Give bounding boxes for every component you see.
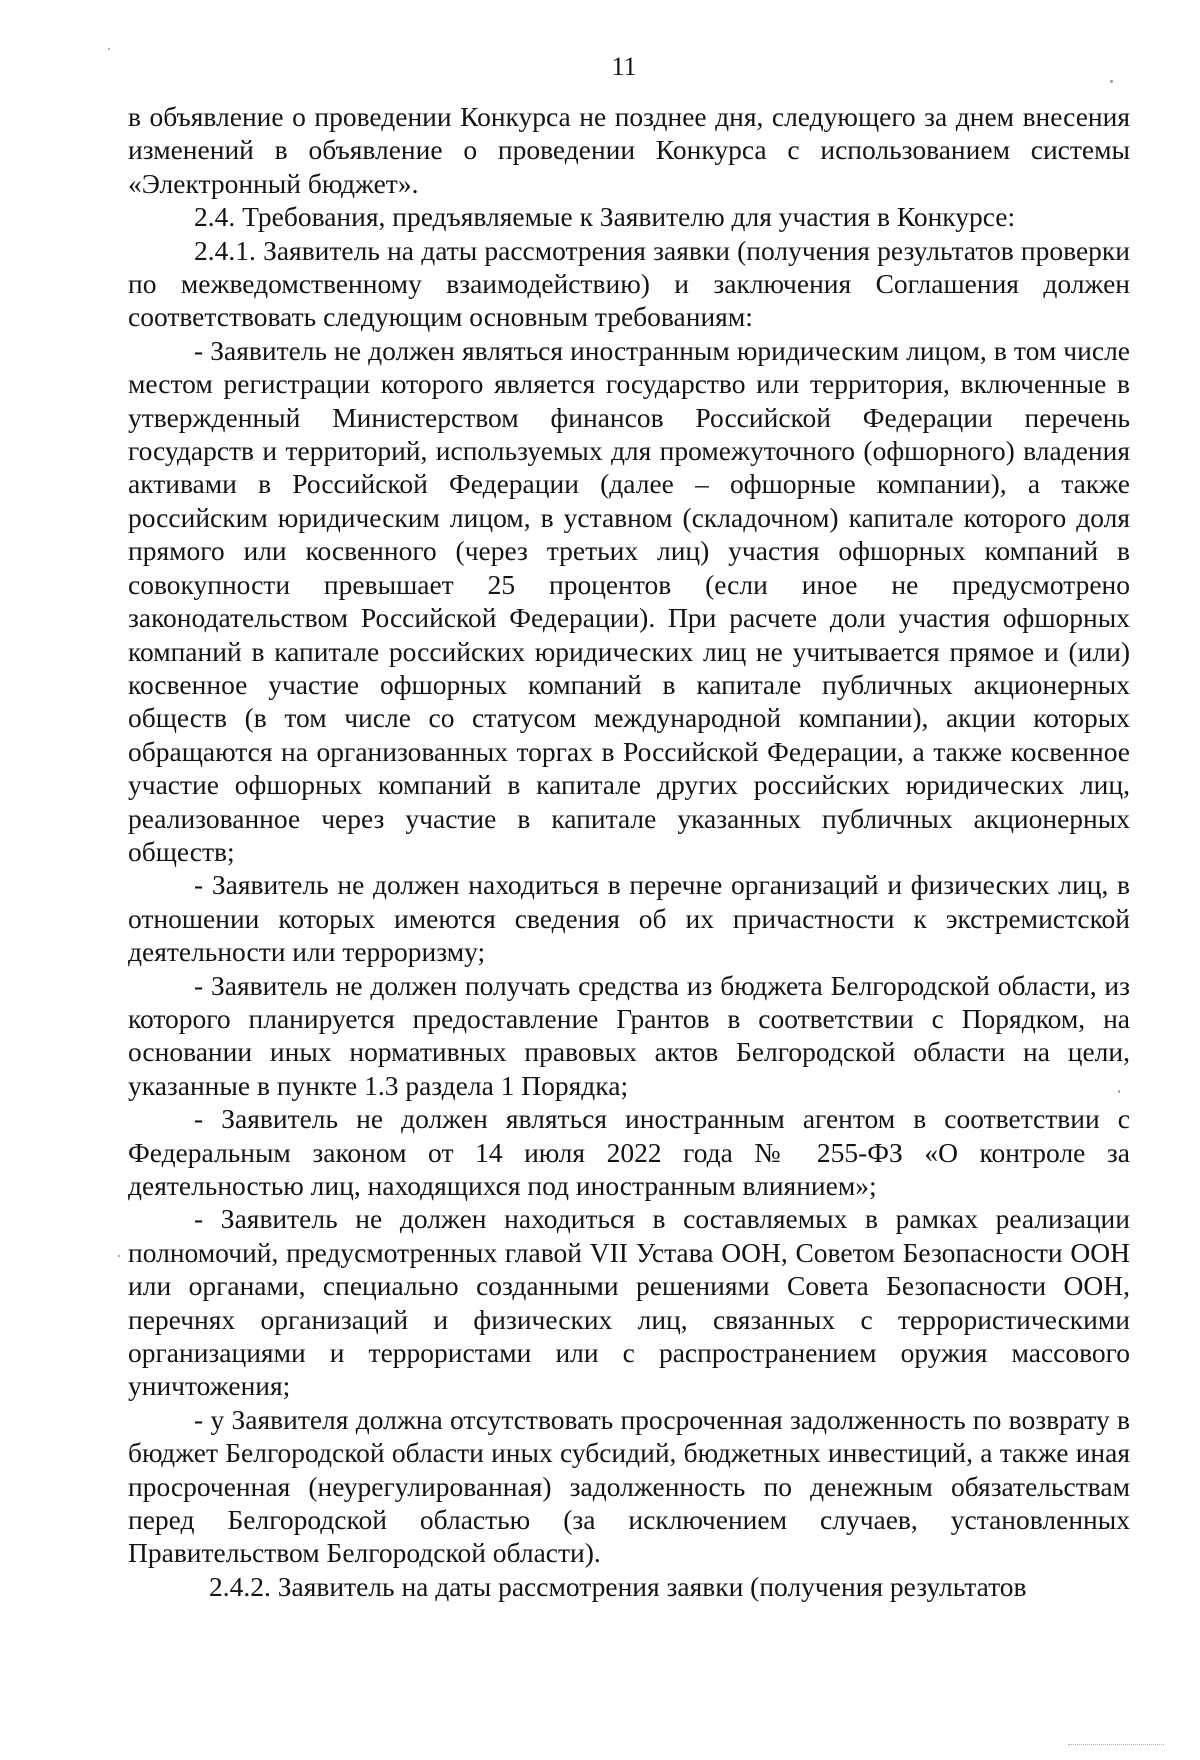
paragraph-requirement-debt: - у Заявителя должна отсутствовать просроченная задолженность по возврату в бюджет Белгородской области иных субсидий, бюджетных инвестиций, а также иная просроченная (неурегулированная) задолженность по денежным обязательствам перед Белгородской областью (за исключением случаев, установленных Правительством Белгородской области). xyxy=(128,1403,1130,1569)
document-body xyxy=(128,100,1130,1603)
paragraph-section-2-4-2: 2.4.2. Заявитель на даты рассмотрения заявки (получения результатов xyxy=(209,1570,1027,1602)
paragraph-requirement-extremism: - Заявитель не должен находиться в перечне организаций и физических лиц, в отношении которых имеются сведения об их причастности к экстремистской деятельности или терроризму; xyxy=(128,869,1130,968)
scan-speck xyxy=(1110,80,1113,83)
paragraph-requirement-un-lists: - Заявитель не должен находиться в составляемых в рамках реализации полномочий, предусмотренных главой VII Устава ООН, Советом Безопасности ООН или органами, специально созданными решениями Совета Безопасности ООН, перечнях организаций и физических лиц, связанных с террористическими организациями и террористами или с распространением оружия массового уничтожения; xyxy=(128,1203,1130,1402)
paragraph-requirement-budget-funds: - Заявитель не должен получать средства из бюджета Белгородской области, из которого планируется предоставление Грантов в соответствии с Порядком, на основании иных нормативных правовых актов Белгородской области на цели, указанные в пункте 1.3 раздела 1 Порядка; xyxy=(128,969,1130,1101)
paragraph-continuation: в объявление о проведении Конкурса не позднее дня, следующего за днем внесения изменений в объявление о проведении Конкурса с использованием системы «Электронный бюджет». xyxy=(128,101,1130,199)
paragraph-requirement-foreign-agent: - Заявитель не должен являться иностранным агентом в соответствии с Федеральным законом от 14 июля 2022 года № 255-ФЗ «О контроле за деятельностью лиц, находящихся под иностранным влиянием»; xyxy=(128,1103,1130,1201)
paragraph-section-2-4: 2.4. Требования, предъявляемые к Заявителю для участия в Конкурсе: xyxy=(194,201,1016,233)
scan-edge-mark xyxy=(1068,1744,1164,1745)
paragraph-requirement-offshore: - Заявитель не должен являться иностранным юридическим лицом, в том числе местом регистрации которого является государство или территория, включенные в утвержденный Министерством финансов Российской Федерации перечень государств и территорий, используемых для промежуточного (офшорного) владения активами в Российской Федерации (далее – офшорные компании), а также российским юридическим лицом, в уставном (складочном) капитале которого доля прямого или косвенного (через третьих лиц) участия офшорных компаний в совокупности превышает 25 процентов (если иное не предусмотрено законодательством Российской Федерации). При расчете доли участия офшорных компаний в капитале российских юридических лиц не учитывается прямое и (или) косвенное участие офшорных компаний в капитале публичных акционерных обществ (в том числе со статусом международной компании), акции которых обращаются на организованных торгах в Российской Федерации, а также косвенное участие офшорных компаний в капитале других российских юридических лиц, реализованное через участие в капитале указанных публичных акционерных обществ; xyxy=(128,334,1130,867)
scan-speck xyxy=(1118,1090,1120,1093)
scan-speck xyxy=(108,48,110,50)
page-number: 11 xyxy=(611,52,637,81)
paragraph-section-2-4-1: 2.4.1. Заявитель на даты рассмотрения заявки (получения результатов проверки по межведомственному взаимодействию) и заключения Соглашения должен соответствовать следующим основным требованиям: xyxy=(128,234,1130,333)
scan-speck xyxy=(118,1255,120,1257)
